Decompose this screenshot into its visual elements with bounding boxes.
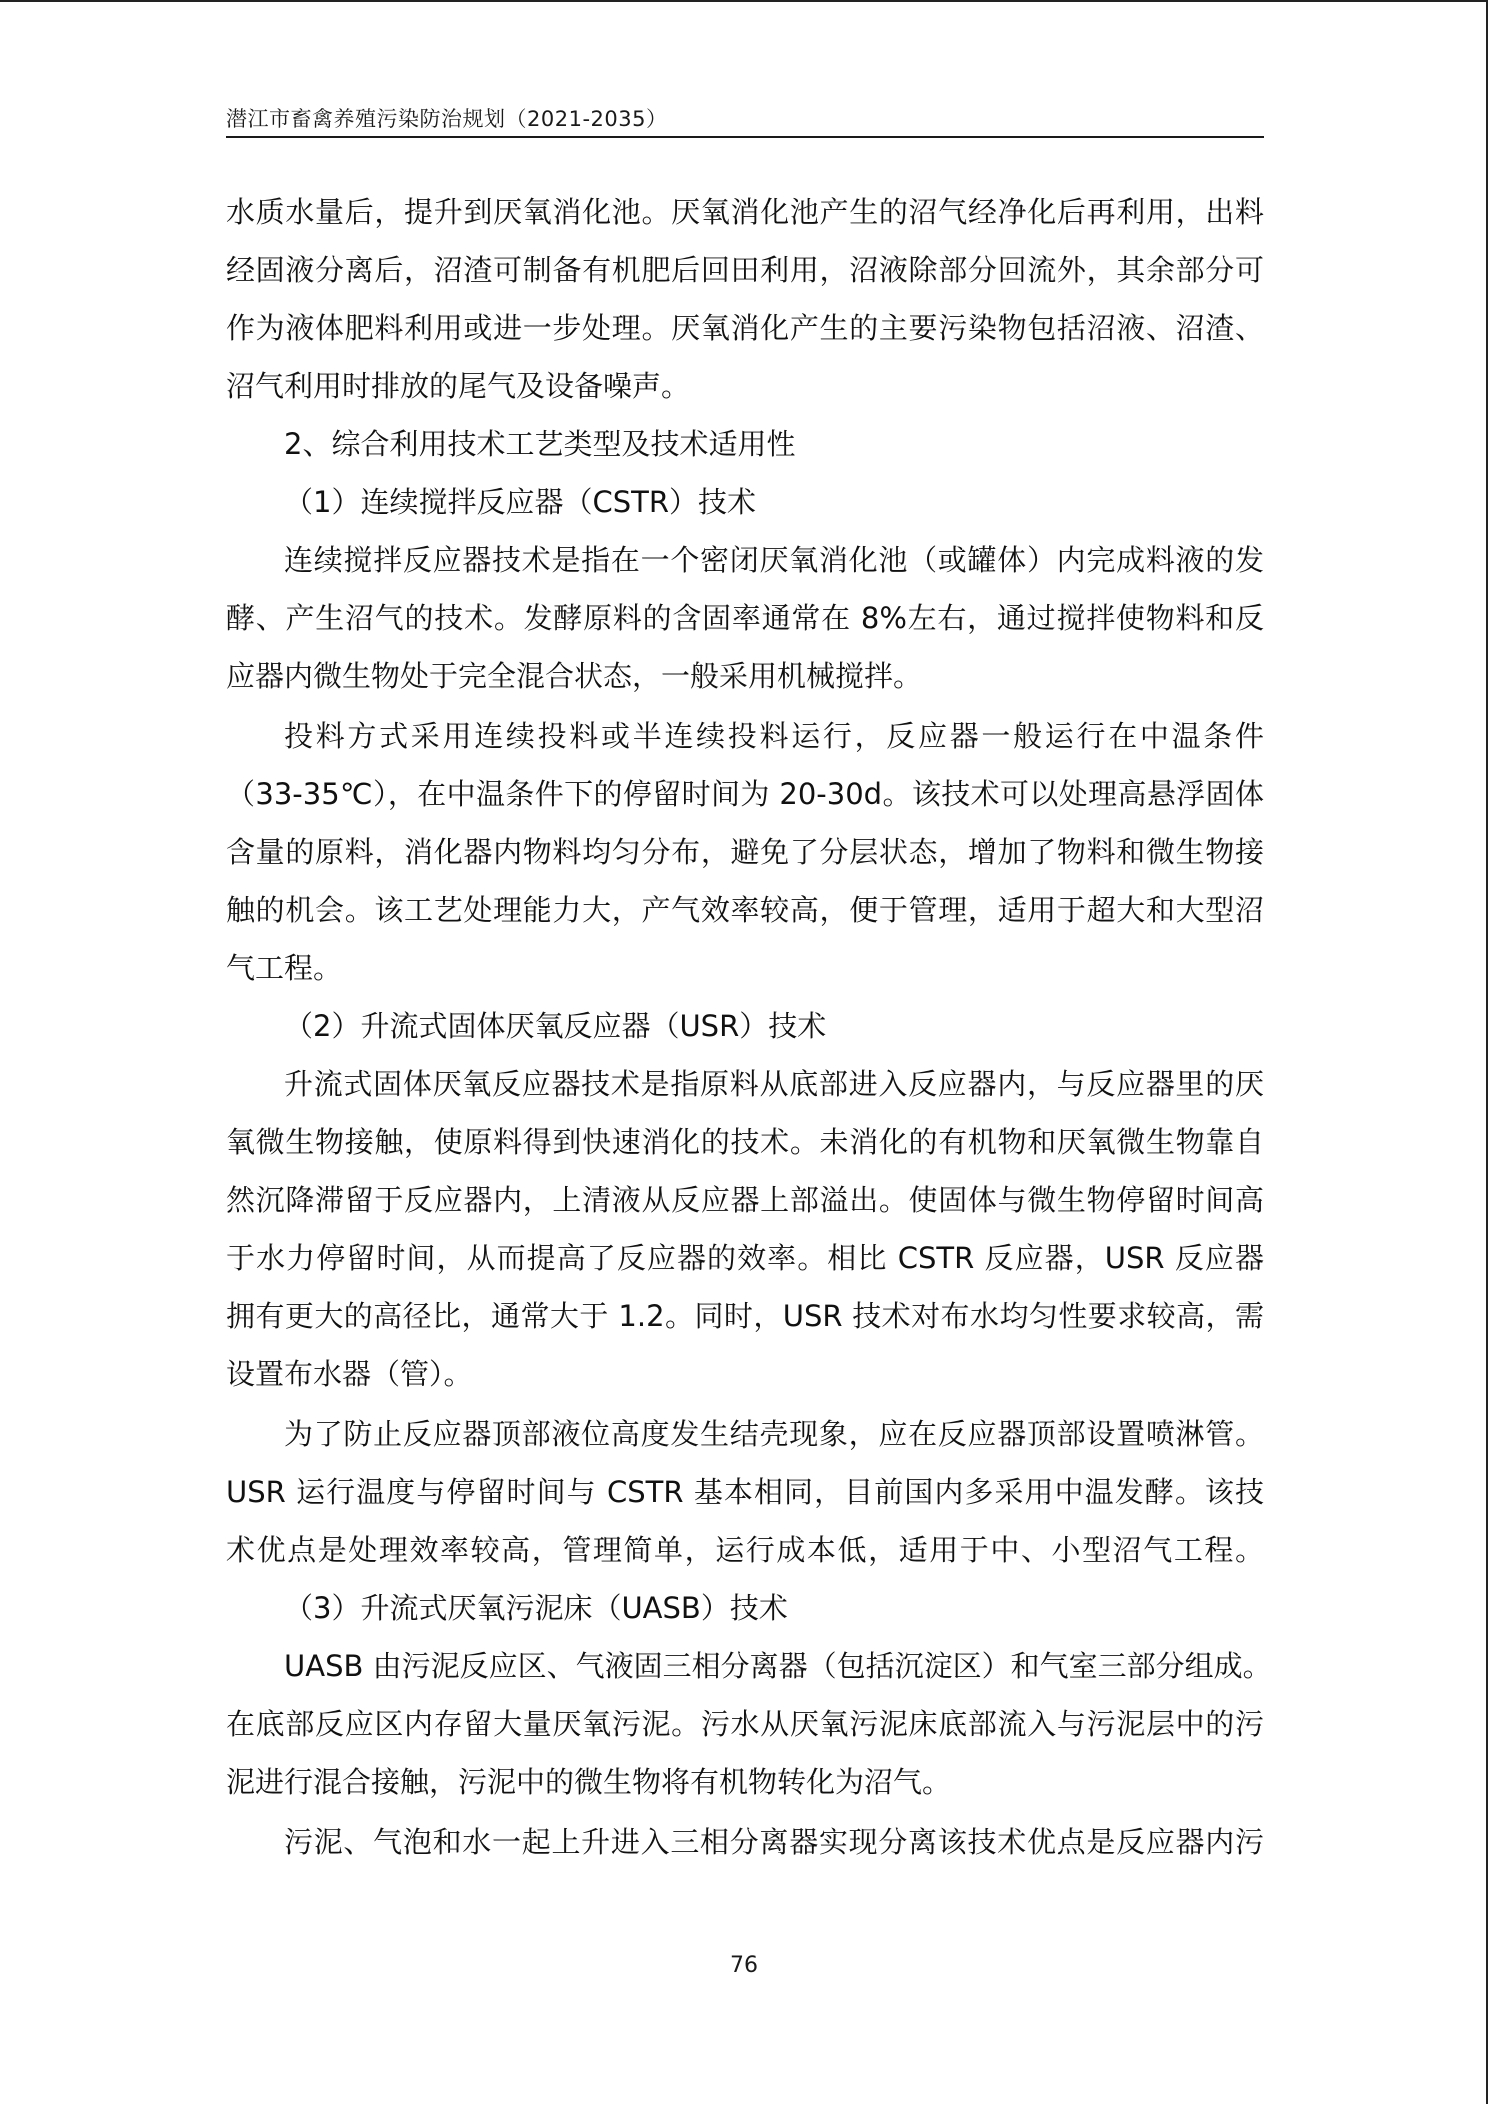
paragraph-line: 气工程。 (226, 951, 343, 985)
paragraph-line: 在底部反应区内存留大量厌氧污泥。污水从厌氧污泥床底部流入与污泥层中的污 (226, 1707, 1264, 1741)
paragraph-line: 水质水量后，提升到厌氧消化池。厌氧消化池产生的沼气经净化后再利用，出料 (226, 195, 1264, 229)
paragraph-line: 含量的原料，消化器内物料均匀分布，避免了分层状态，增加了物料和微生物接 (226, 835, 1264, 869)
paragraph-line: 投料方式采用连续投料或半连续投料运行，反应器一般运行在中温条件 (284, 719, 1264, 753)
paragraph-line: 术优点是处理效率较高，管理简单，运行成本低，适用于中、小型沼气工程。 (226, 1533, 1264, 1567)
paragraph-line: 升流式固体厌氧反应器技术是指原料从底部进入反应器内，与反应器里的厌 (284, 1067, 1264, 1101)
paragraph-line: 于水力停留时间，从而提高了反应器的效率。相比 CSTR 反应器，USR 反应器 (226, 1241, 1264, 1275)
paragraph-line: （33-35℃），在中温条件下的停留时间为 20-30d。该技术可以处理高悬浮固体 (226, 777, 1264, 811)
page-border-top (0, 0, 1488, 2)
section-heading: 2、综合利用技术工艺类型及技术适用性 (284, 427, 796, 461)
paragraph-line: 拥有更大的高径比，通常大于 1.2。同时，USR 技术对布水均匀性要求较高，需 (226, 1299, 1264, 1333)
paragraph-line: 应器内微生物处于完全混合状态，一般采用机械搅拌。 (226, 659, 923, 693)
paragraph-line: 氧微生物接触，使原料得到快速消化的技术。未消化的有机物和厌氧微生物靠自 (226, 1125, 1264, 1159)
running-header: 潜江市畜禽养殖污染防治规划（2021-2035） (226, 107, 668, 131)
paragraph-line: USR 运行温度与停留时间与 CSTR 基本相同，目前国内多采用中温发酵。该技 (226, 1475, 1264, 1509)
paragraph-line: 然沉降滞留于反应器内，上清液从反应器上部溢出。使固体与微生物停留时间高 (226, 1183, 1264, 1217)
paragraph-line: 泥进行混合接触，污泥中的微生物将有机物转化为沼气。 (226, 1765, 952, 1799)
subsection-heading: （3）升流式厌氧污泥床（UASB）技术 (284, 1591, 788, 1625)
paragraph-line: 经固液分离后，沼渣可制备有机肥后回田利用，沼液除部分回流外，其余部分可 (226, 253, 1264, 287)
paragraph-line: 为了防止反应器顶部液位高度发生结壳现象，应在反应器顶部设置喷淋管。 (284, 1417, 1264, 1451)
paragraph-line: 连续搅拌反应器技术是指在一个密闭厌氧消化池（或罐体）内完成料液的发 (284, 543, 1264, 577)
paragraph-line: UASB 由污泥反应区、气液固三相分离器（包括沉淀区）和气室三部分组成。 (284, 1649, 1272, 1683)
page-number: 76 (730, 1953, 758, 1978)
paragraph-line: 作为液体肥料利用或进一步处理。厌氧消化产生的主要污染物包括沼液、沼渣、 (226, 311, 1264, 345)
paragraph-line: 酵、产生沼气的技术。发酵原料的含固率通常在 8%左右，通过搅拌使物料和反 (226, 601, 1264, 635)
paragraph-line: 沼气利用时排放的尾气及设备噪声。 (226, 369, 691, 403)
subsection-heading: （2）升流式固体厌氧反应器（USR）技术 (284, 1009, 827, 1043)
subsection-heading: （1）连续搅拌反应器（CSTR）技术 (284, 485, 756, 519)
header-rule (226, 136, 1264, 138)
paragraph-line: 污泥、气泡和水一起上升进入三相分离器实现分离该技术优点是反应器内污 (284, 1825, 1264, 1859)
paragraph-line: 设置布水器（管）。 (226, 1357, 473, 1391)
paragraph-line: 触的机会。该工艺处理能力大，产气效率较高，便于管理，适用于超大和大型沼 (226, 893, 1264, 927)
